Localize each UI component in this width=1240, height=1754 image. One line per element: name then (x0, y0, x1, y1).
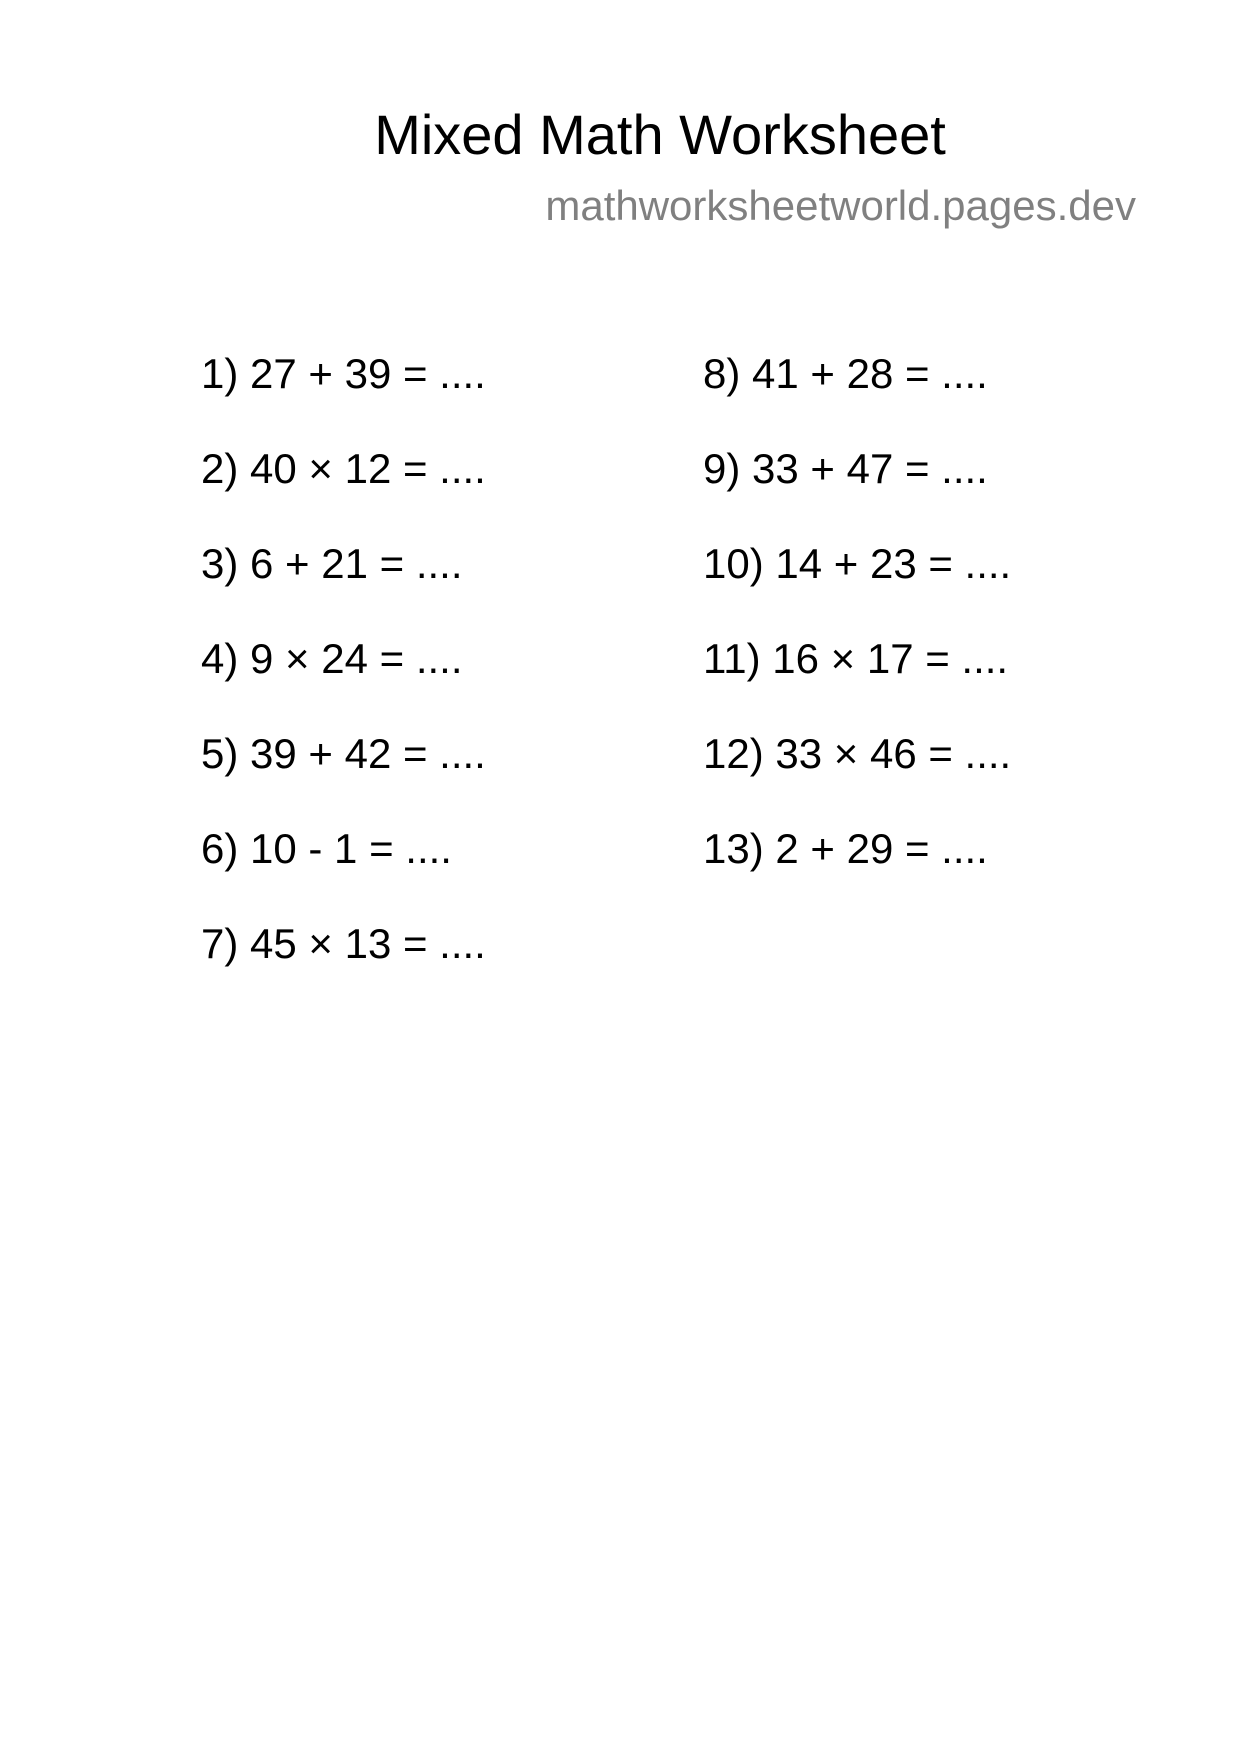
problem-4: 4) 9 × 24 = .... (201, 635, 463, 682)
problem-2: 2) 40 × 12 = .... (201, 445, 486, 492)
problem-column-right (703, 348, 1011, 918)
problem-3: 3) 6 + 21 = .... (201, 540, 463, 587)
problem-9: 9) 33 + 47 = .... (703, 445, 988, 492)
problem-10: 10) 14 + 23 = .... (703, 540, 1012, 587)
problem-1: 1) 27 + 39 = .... (201, 350, 486, 397)
worksheet-title: Mixed Math Worksheet (374, 103, 946, 166)
source-url: mathworksheetworld.pages.dev (545, 182, 1136, 229)
problem-8: 8) 41 + 28 = .... (703, 350, 988, 397)
problem-11: 11) 16 × 17 = .... (703, 635, 1009, 682)
problem-7: 7) 45 × 13 = .... (201, 920, 486, 967)
problem-column-left (201, 348, 486, 1013)
problem-6: 6) 10 - 1 = .... (201, 825, 452, 872)
problem-13: 13) 2 + 29 = .... (703, 825, 988, 872)
problem-12: 12) 33 × 46 = .... (703, 730, 1012, 777)
problem-5: 5) 39 + 42 = .... (201, 730, 486, 777)
